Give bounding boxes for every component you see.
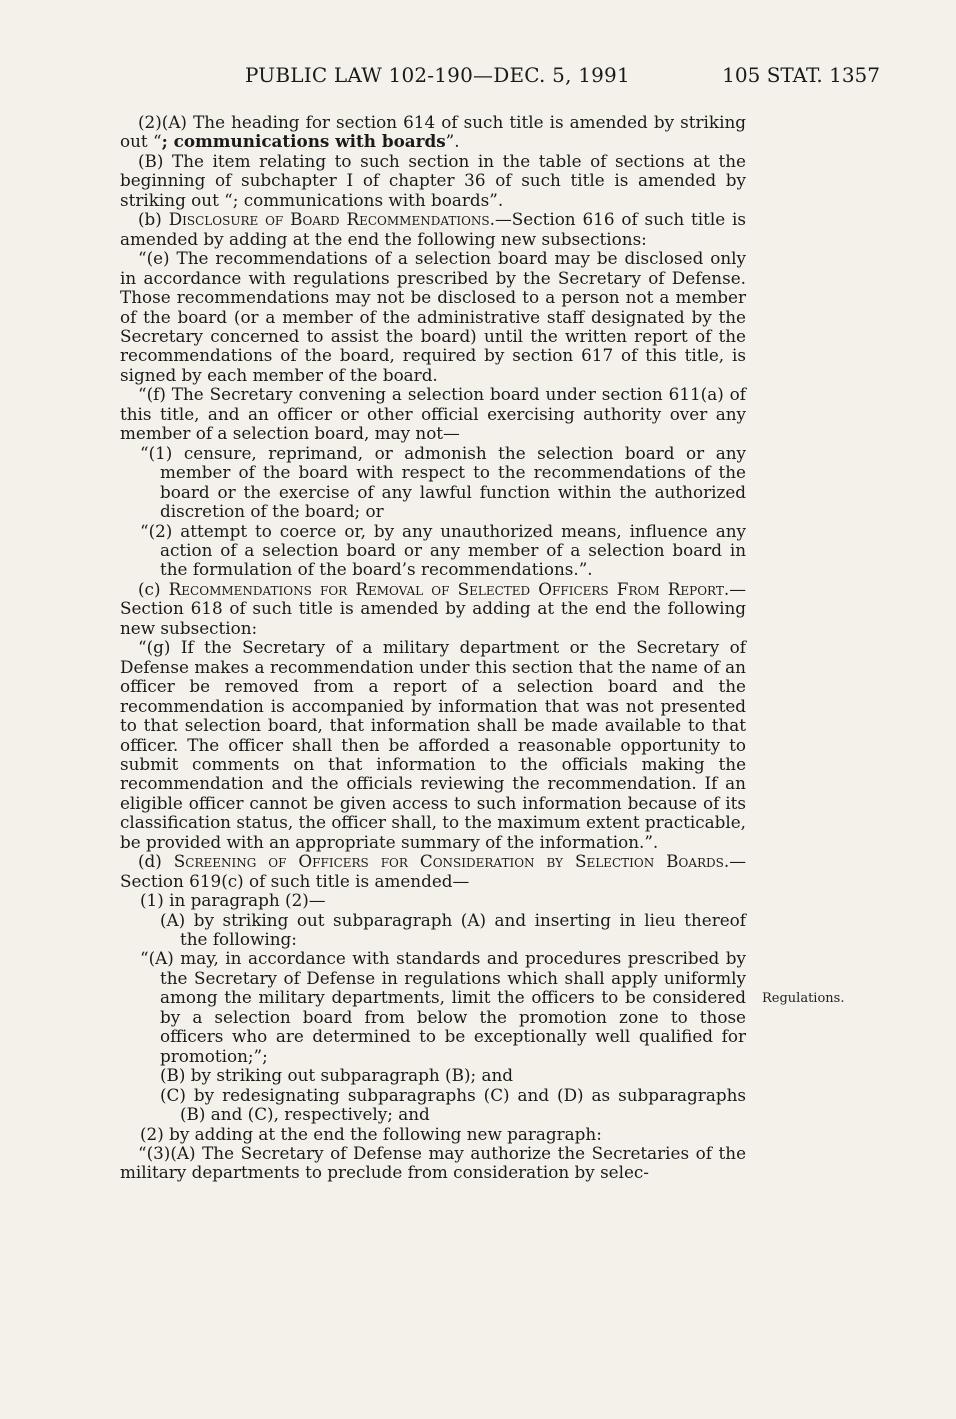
section-b-heading: (b) Disclosure of Board Recommendations.—Section 616 of such title is amended by adding at the end the following new subsections: [120,209,746,249]
paragraph-2a: (2)(A) The heading for section 614 of such title is amended by striking out “; communications with boards”. [120,112,746,152]
new-paragraph-3a: “(3)(A) The Secretary of Defense may authorize the Secretaries of the military departments to preclude from consideration by selec- [120,1143,746,1183]
subsection-g: “(g) If the Secretary of a military department or the Secretary of Defense makes a recommendation under this section that the name of an officer be removed from a report of a selection board and the recommendation is accompanied by information that was not presented to that selection board, that information shall be made available to that officer. The officer shall then be afforded a reasonable opportunity to submit comments on that information to the officials making the recommendation and the officials reviewing the recommendation. If an eligible officer cannot be given access to such information because of its classification status, the officer shall, to the maximum extent practicable, be provided with an appropriate summary of the information.”. [120,637,746,852]
subsection-f-1: “(1) censure, reprimand, or admonish the selection board or any member of the board with respect to the recommendations of the board or the exercise of any lawful function within the authorized discretion of the board; or [140,442,746,522]
clause-1-b: (B) by striking out subparagraph (B); and [160,1065,514,1086]
inserted-subparagraph-a: “(A) may, in accordance with standards and procedures prescribed by the Secretary of Defense in regulations which shall apply uniformly among the military departments, limit the officers to be considered by a selection board from below the promotion zone to those officers who are determined to be exceptionally well qualified for promotion;”; [140,948,746,1066]
margin-note-regulations: Regulations. [762,991,845,1006]
page-header [0,63,956,93]
clause-1: (1) in paragraph (2)— [140,890,326,911]
statute-body [120,113,746,1183]
subsection-f-2: “(2) attempt to coerce or, by any unauthorized means, influence any action of a selection board or any member of a selection board in the formulation of the board’s recommendations.”. [140,520,746,580]
subsection-e: “(e) The recommendations of a selection board may be disclosed only in accordance with regulations prescribed by the Secretary of Defense. Those recommendations may not be disclosed to a person not a member of the board (or a member of the administrative staff designated by the Secretary concerned to assist the board) until the written report of the recommendations of the board, required by section 617 of this title, is signed by each member of the board. [120,248,746,385]
clause-1-a: (A) by striking out subparagraph (A) and inserting in lieu thereof the following: [160,909,746,950]
statute-page-number: 105 STAT. 1357 [722,63,880,87]
section-c-heading: (c) Recommendations for Removal of Selected Officers From Report.—Section 618 of such title is amended by adding at the end the following new subsection: [120,578,747,638]
section-d-heading: (d) Screening of Officers for Consideration by Selection Boards.—Section 619(c) of such title is amended— [120,851,746,891]
clause-1-c: (C) by redesignating subparagraphs (C) and (D) as subparagraphs (B) and (C), respectively; and [160,1084,746,1125]
clause-2: (2) by adding at the end the following new paragraph: [140,1123,602,1144]
subsection-f: “(f) The Secretary convening a selection board under section 611(a) of this title, and an officer or other official exercising authority over any member of a selection board, may not— [120,384,746,444]
paragraph-2b: (B) The item relating to such section in the table of sections at the beginning of subchapter I of chapter 36 of such title is amended by striking out “; communications with boards”. [120,150,746,210]
running-head-title: PUBLIC LAW 102-190—DEC. 5, 1991 [245,63,630,87]
